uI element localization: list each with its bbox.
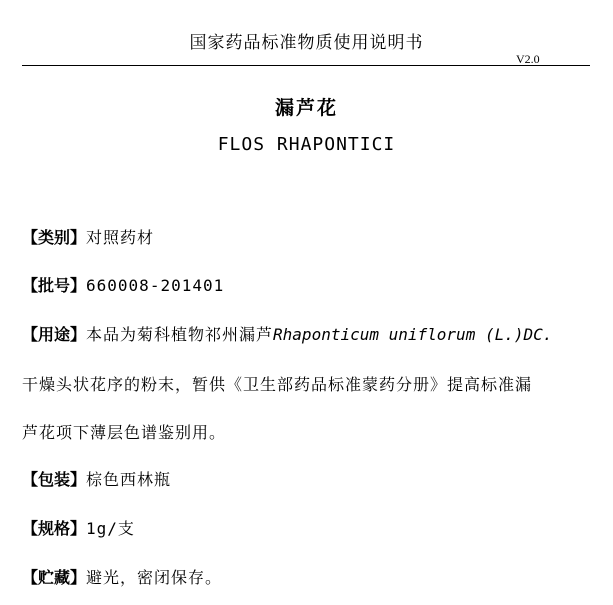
specification-value: 1g/支 — [86, 519, 135, 538]
category-row — [22, 225, 154, 248]
usage-text-3: 芦花项下薄层色谱鉴别用。 — [22, 423, 227, 442]
header-divider — [22, 65, 590, 66]
batch-value: 660008-201401 — [86, 276, 225, 295]
substance-title-latin: FLOS RHAPONTICI — [217, 134, 396, 155]
category-value: 对照药材 — [86, 228, 155, 247]
storage-value: 避光，密闭保存。 — [86, 568, 223, 587]
substance-title-chinese: 漏芦花 — [274, 97, 338, 119]
package-label: 【包装】 — [22, 470, 87, 489]
storage-row — [22, 565, 222, 588]
batch-row — [22, 273, 224, 296]
package-value: 棕色西林瓶 — [86, 470, 172, 489]
usage-label: 【用途】 — [22, 325, 87, 344]
document-header-title: 国家药品标准物质使用说明书 — [189, 33, 424, 53]
package-row — [22, 467, 171, 490]
usage-text-1: 本品为菊科植物祁州漏芦 — [86, 325, 274, 344]
batch-label: 【批号】 — [22, 276, 87, 295]
specification-label: 【规格】 — [22, 519, 87, 538]
storage-label: 【贮藏】 — [22, 568, 87, 587]
category-label: 【类别】 — [22, 228, 87, 247]
usage-text-2: 干燥头状花序的粉末，暂供《卫生部药品标准蒙药分册》提高标准漏 — [22, 375, 533, 394]
usage-row — [22, 322, 552, 345]
version-label: V2.0 — [516, 52, 540, 66]
specification-row — [22, 516, 135, 539]
usage-latin-name: Rhaponticum uniflorum (L.)DC. — [273, 325, 553, 344]
